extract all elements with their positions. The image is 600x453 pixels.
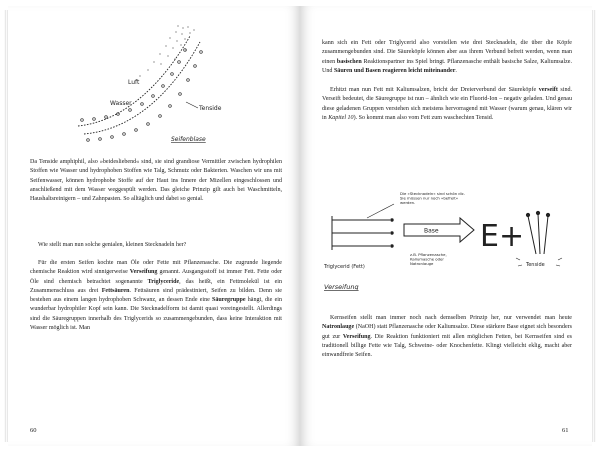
right-page-edge — [592, 10, 596, 442]
saponification-diagram — [322, 176, 572, 316]
diagram-note — [400, 191, 465, 205]
label-wasser: Wasser — [110, 100, 132, 107]
tenside-heads — [81, 49, 203, 142]
right-paragraph-1: kann sich ein Fett oder Triglycerid also vorstellen wie drei Stecknadeln, die über die Köpfe zusammengebunden sind. Die Säureköpfe können aber aus ihrem Verbund befreit werden, wenn man einen basischen Reaktionspartner ins Spiel bringt. Pflanzenasche enthält basische Salze, Kaliumsalze. Und Säuren und Basen reagieren leicht miteinander. — [322, 40, 572, 74]
open-book — [8, 6, 594, 448]
label-tenside-right: Tenside — [526, 262, 545, 268]
page-number-left: 60 — [30, 427, 37, 434]
left-paragraph-1: Da Tenside amphiphil, also »beidesliebend« sind, sie sind grandiose Vermittler zwischen hydrophilen Stoffen wie Wasser und hydrophoben Stoffen wie Talg, Schmutz oder Bakterien. Waschen wir uns mit Seifenwasser, können hydrophobe Stoffe auf der Haut ins Innere der Mizellen eingeschlossen und anschließend mit dem Wasser weggespült werden. Das gleiche Prinzip gilt auch bei Waschmitteln, Haushaltsreinigern – und Zahnpasten. So alltäglich und dabei so genial. — [30, 159, 282, 203]
diagram-note-line-1-line: Die »Stecknadeln« sind schön dic. — [400, 191, 466, 196]
diagram-note-line-1-line: werden. — [400, 200, 416, 206]
label-base-examples-text-line: Kaliumasche oder — [410, 256, 444, 262]
label-tenside: Tenside — [199, 105, 222, 112]
triglyceride-icon — [332, 216, 393, 250]
e-plus-symbol: E+ — [480, 219, 525, 254]
right-paragraph-3: Kernseifen stellt man immer noch nach demselben Prinzip her, nur verwendet man heute Natronlauge (NaOH) statt Pflanzenasche oder Kaliumsalze. Diese stärkere Base eignet sich besonders gut zur Verseifung. Die Reaktion funktioniert mit allen möglichen Fetten, bei Kernseifen sind es traditionell billige Fette wie Talg, Schweine- oder Knochenfette. Klingt vielleicht eklig, macht aber einwandfreie Seifen. — [322, 315, 572, 359]
base-arrow — [404, 218, 474, 242]
tenside-pins-icon — [526, 211, 549, 254]
right-paragraph-2: Erhitzt man nun Fett mit Kaliumsalzen, bricht der Dreierverbund der Säureköpfe verseift sind. Verseift bedeutet, die Säuregruppe ist nun – ähnlich wie ein Fluorid-Ion – negativ geladen. Und genau diese geladenen Gruppen verstehen sich meistens hervorragend mit Wasser (warum genau, klären wir in Kapitel 10). So kommt man also vom Fett zum waschechten Tensid. — [322, 87, 572, 121]
arrow-label-base: Base — [424, 227, 439, 235]
label-base-examples — [410, 252, 447, 266]
soap-bubble-diagram — [58, 14, 248, 144]
label-base-examples-text-line: z.B. Pflanzenasche, — [410, 252, 447, 257]
label-base-examples-text-line: Natronlauge — [410, 261, 434, 267]
caption-verseifung: Verseifung — [324, 283, 359, 291]
note-pointer — [367, 204, 394, 218]
left-page — [8, 6, 301, 446]
caption-seifenblase: Seifenblase — [171, 136, 206, 143]
left-paragraph-3: Für die ersten Seifen kochte man Öle oder Fette mit Pflanzenasche. Die zugrunde liegende chemische Reaktion wird sinnigerweise Verseifung genannt. Ausgangsstoff ist immer Fett. Fette oder Öle sind chemisch betrachtet sogenannte Triglyceride, das heißt, ein Fettmolekül ist ein Zusammenschluss aus drei Fettsäuren. Fettsäuren sind prädestiniert, Seifen zu bilden. Denn sie bestehen aus einem langen hydrophoben Schwanz, an dessen Ende eine Säuregruppe hängt, die ein wunderbar hydrophiler Kopf sein kann. Die Stecknadelform ist damit quasi voreingestellt. Allerdings sind die Säuregruppen innerhalb des Triglycerids so zusammengebunden, dass keine Interaktion mit Wasser möglich ist. Man — [30, 260, 283, 332]
air-dots — [139, 25, 194, 76]
page-number-right: 61 — [562, 427, 569, 434]
label-triglycerid: Triglycerid (Fett) — [324, 264, 365, 270]
diagram-note-line-1-line: Sie müssen nur noch »befreit« — [400, 195, 459, 201]
left-paragraph-2: Wie stellt man nun solche genialen, kleinen Stecknadeln her? — [38, 242, 187, 248]
right-page — [300, 6, 592, 446]
label-luft: Luft — [128, 79, 140, 86]
tenside-pointer — [186, 102, 198, 108]
left-page-edge — [4, 10, 8, 442]
